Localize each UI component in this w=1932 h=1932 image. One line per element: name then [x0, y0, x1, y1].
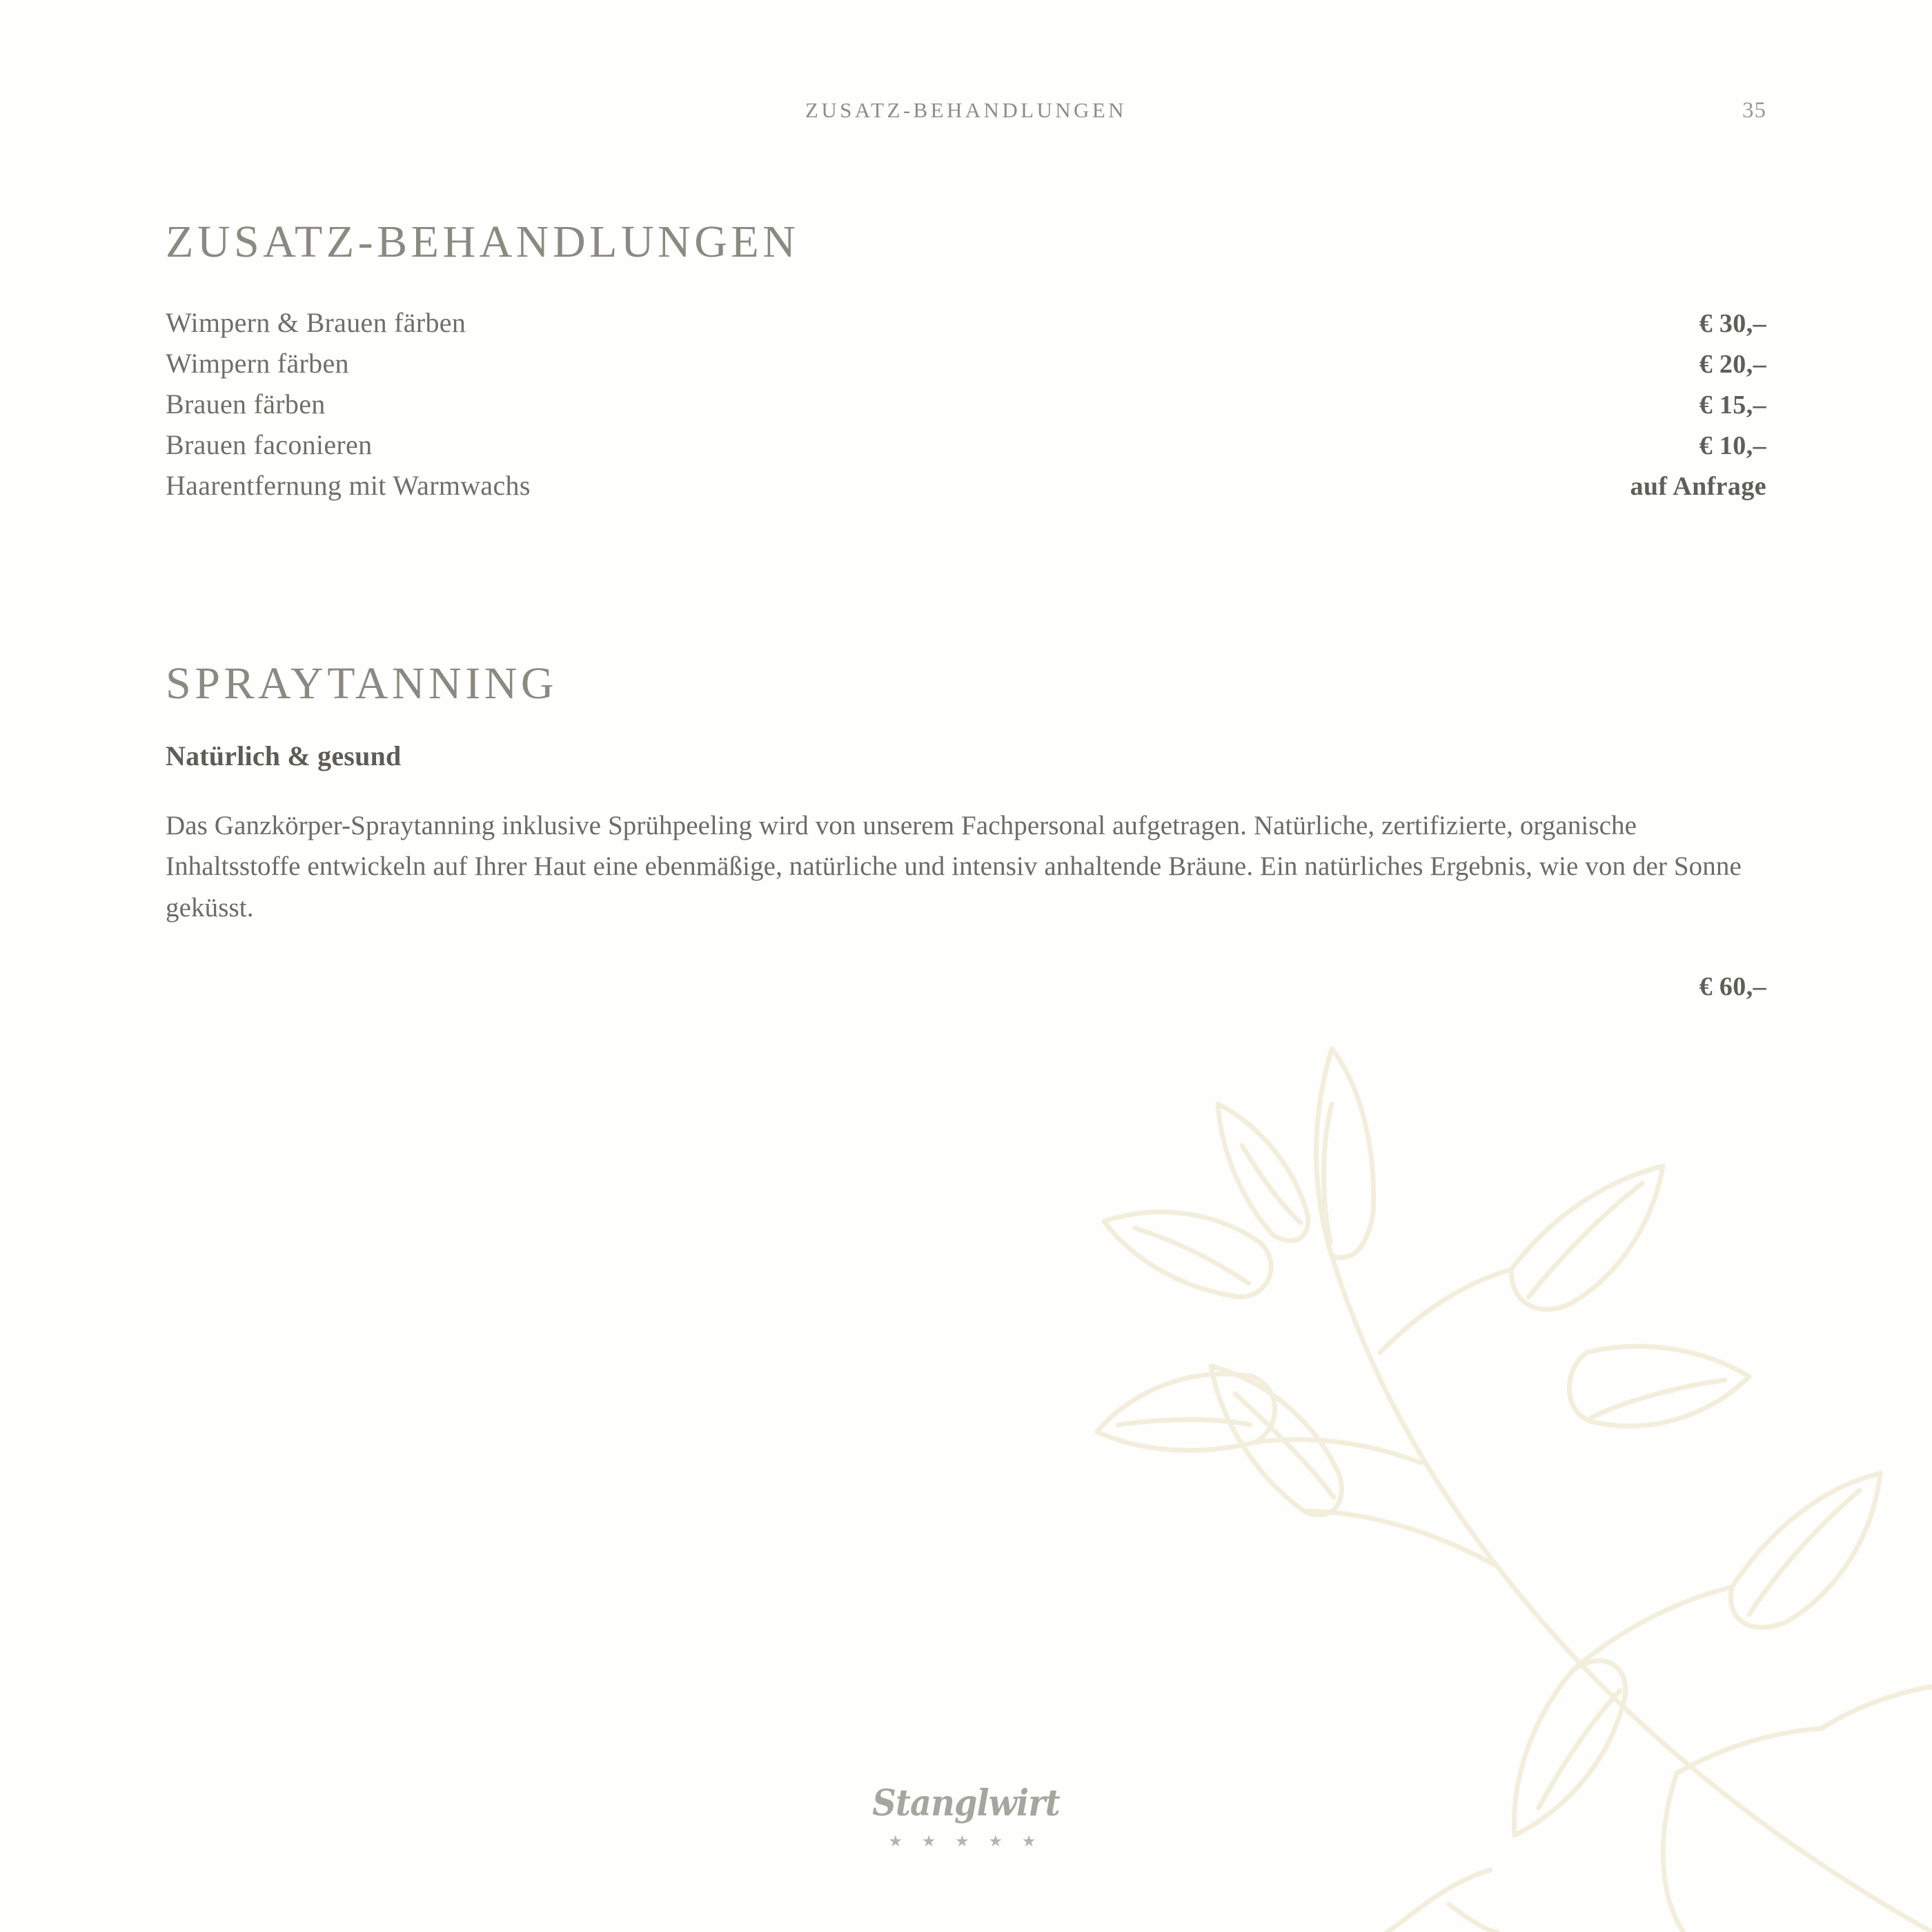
- treatment-price: € 15,–: [1699, 390, 1766, 420]
- treatment-price: € 20,–: [1699, 349, 1766, 379]
- price-row: [166, 384, 1766, 424]
- section-body-text: Das Ganzkörper-Spraytanning inklusive Sprühpeeling wird von unserem Fachpersonal aufgetragen. Natürliche, zertifizierte, organische Inhaltsstoffe entwickeln auf Ihrer Haut eine ebenmäßige, natürliche und intensiv anhaltende Bräune. Ein natürliches Ergebnis, wie von der Sonne geküsst.: [166, 810, 1742, 923]
- section-zusatz-behandlungen: [166, 217, 1766, 506]
- running-head: [166, 98, 1766, 123]
- brand-logo: [0, 1782, 1932, 1851]
- price-row: [166, 424, 1766, 465]
- price-list: [166, 302, 1766, 506]
- treatment-label: Haarentfernung mit Warmwachs: [166, 469, 531, 501]
- treatment-price: € 10,–: [1699, 431, 1766, 460]
- treatment-label: Brauen faconieren: [166, 428, 373, 460]
- section-title: ZUSATZ-BEHANDLUNGEN: [166, 217, 800, 267]
- price-row: [166, 302, 1766, 343]
- section-subtitle: Natürlich & gesund: [166, 740, 402, 771]
- price-row: [166, 343, 1766, 384]
- logo-wordmark: Stanglwirt: [872, 1782, 1060, 1824]
- treatment-label: Wimpern & Brauen färben: [166, 306, 466, 338]
- treatment-label: Wimpern färben: [166, 347, 349, 379]
- treatment-price: € 30,–: [1699, 308, 1766, 338]
- section-spraytanning: [166, 659, 1766, 1002]
- treatment-label: Brauen färben: [166, 388, 326, 420]
- price-row: [166, 465, 1766, 506]
- section-title: SPRAYTANNING: [166, 658, 558, 709]
- page-number: 35: [1742, 98, 1766, 123]
- logo-stars: ★ ★ ★ ★ ★: [888, 1833, 1044, 1850]
- running-head-title: ZUSATZ-BEHANDLUNGEN: [805, 98, 1127, 122]
- spraytanning-price: € 60,–: [1699, 972, 1766, 1001]
- treatment-price: auf Anfrage: [1630, 471, 1766, 501]
